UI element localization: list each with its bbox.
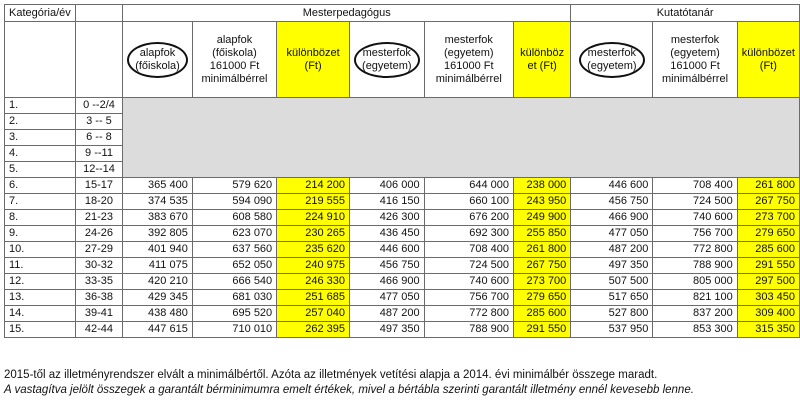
subheader-line: et (Ft) xyxy=(527,59,557,72)
years-cell: 27-29 xyxy=(75,242,122,258)
value-cell: 724 500 xyxy=(424,258,513,274)
subheader-k-diff xyxy=(737,22,799,98)
notes xyxy=(4,368,694,398)
value-cell: 374 535 xyxy=(123,194,193,210)
value-cell: 507 500 xyxy=(571,274,653,290)
category-cell: 6. xyxy=(5,178,76,194)
value-cell: 660 100 xyxy=(424,194,513,210)
category-cell: 12. xyxy=(5,274,76,290)
value-cell: 497 350 xyxy=(350,322,425,338)
value-cell: 594 090 xyxy=(192,194,276,210)
subheader-m-mester xyxy=(350,22,425,98)
value-cell: 267 750 xyxy=(513,258,570,274)
value-cell: 291 550 xyxy=(737,258,799,274)
empty-gray-area xyxy=(123,98,800,178)
table-row xyxy=(5,306,800,322)
value-cell: 517 650 xyxy=(571,290,653,306)
value-cell: 537 950 xyxy=(571,322,653,338)
value-cell: 309 400 xyxy=(737,306,799,322)
value-cell: 285 600 xyxy=(513,306,570,322)
subheader-m-alap xyxy=(123,22,193,98)
value-cell: 477 050 xyxy=(350,290,425,306)
years-cell: 0 --2/4 xyxy=(75,98,122,114)
value-cell: 623 070 xyxy=(192,226,276,242)
value-cell: 756 700 xyxy=(653,226,737,242)
value-cell: 652 050 xyxy=(192,258,276,274)
value-cell: 708 400 xyxy=(424,242,513,258)
value-cell: 257 040 xyxy=(277,306,350,322)
category-cell: 9. xyxy=(5,226,76,242)
value-cell: 708 400 xyxy=(653,178,737,194)
value-cell: 608 580 xyxy=(192,210,276,226)
subheader-k-mester-min xyxy=(653,22,737,98)
value-cell: 240 975 xyxy=(277,258,350,274)
value-cell: 235 620 xyxy=(277,242,350,258)
years-cell: 30-32 xyxy=(75,258,122,274)
value-cell: 710 010 xyxy=(192,322,276,338)
value-cell: 681 030 xyxy=(192,290,276,306)
subheader-line: különböz xyxy=(520,46,565,59)
value-cell: 251 685 xyxy=(277,290,350,306)
value-cell: 692 300 xyxy=(424,226,513,242)
value-cell: 788 900 xyxy=(424,322,513,338)
category-cell: 10. xyxy=(5,242,76,258)
years-cell: 36-38 xyxy=(75,290,122,306)
subheader-line: mesterfok xyxy=(587,46,636,59)
category-cell: 13. xyxy=(5,290,76,306)
years-cell: 12--14 xyxy=(75,162,122,178)
subheader-line: minimálbérrel xyxy=(201,72,268,85)
value-cell: 249 900 xyxy=(513,210,570,226)
value-cell: 853 300 xyxy=(653,322,737,338)
header-kutatotanar: Kutatótanár xyxy=(571,5,800,22)
value-cell: 644 000 xyxy=(424,178,513,194)
value-cell: 466 900 xyxy=(350,274,425,290)
table-row xyxy=(5,322,800,338)
subheader-line: mesterfok xyxy=(362,46,411,59)
subheader-empty-2 xyxy=(75,22,122,98)
value-cell: 527 800 xyxy=(571,306,653,322)
value-cell: 420 210 xyxy=(123,274,193,290)
table-row xyxy=(5,258,800,274)
value-cell: 821 100 xyxy=(653,290,737,306)
years-cell: 33-35 xyxy=(75,274,122,290)
header-empty xyxy=(75,5,122,22)
value-cell: 487 200 xyxy=(571,242,653,258)
category-cell: 3. xyxy=(5,130,76,146)
value-cell: 315 350 xyxy=(737,322,799,338)
value-cell: 429 345 xyxy=(123,290,193,306)
value-cell: 383 670 xyxy=(123,210,193,226)
subheader-m-alap-diff xyxy=(277,22,350,98)
category-cell: 1. xyxy=(5,98,76,114)
value-cell: 805 000 xyxy=(653,274,737,290)
value-cell: 238 000 xyxy=(513,178,570,194)
table-row xyxy=(5,242,800,258)
value-cell: 446 600 xyxy=(571,178,653,194)
value-cell: 261 800 xyxy=(737,178,799,194)
value-cell: 477 050 xyxy=(571,226,653,242)
value-cell: 401 940 xyxy=(123,242,193,258)
value-cell: 788 900 xyxy=(653,258,737,274)
value-cell: 267 750 xyxy=(737,194,799,210)
value-cell: 243 950 xyxy=(513,194,570,210)
value-cell: 262 395 xyxy=(277,322,350,338)
category-cell: 15. xyxy=(5,322,76,338)
subheader-line: (főiskola) xyxy=(212,46,257,59)
category-cell: 2. xyxy=(5,114,76,130)
value-cell: 230 265 xyxy=(277,226,350,242)
years-cell: 15-17 xyxy=(75,178,122,194)
subheader-line: mesterfok xyxy=(444,33,493,46)
value-cell: 740 600 xyxy=(653,210,737,226)
value-cell: 416 150 xyxy=(350,194,425,210)
salary-table xyxy=(4,4,800,338)
years-cell: 18-20 xyxy=(75,194,122,210)
value-cell: 436 450 xyxy=(350,226,425,242)
note-line-2: A vastagítva jelölt összegek a garantált bérminimumra emelt értékek, mivel a bértábla szerinti garantált illetmény ennél kevesebb lenne. xyxy=(4,384,694,396)
subheader-line: 161000 Ft xyxy=(443,59,494,72)
value-cell: 279 650 xyxy=(513,290,570,306)
category-cell: 11. xyxy=(5,258,76,274)
years-cell: 39-41 xyxy=(75,306,122,322)
value-cell: 637 560 xyxy=(192,242,276,258)
header-mesterpedagogus: Mesterpedagógus xyxy=(123,5,571,22)
subheader-line: alapfok xyxy=(216,33,253,46)
value-cell: 438 480 xyxy=(123,306,193,322)
subheader-line: (Ft) xyxy=(759,59,777,72)
category-cell: 14. xyxy=(5,306,76,322)
table-row xyxy=(5,274,800,290)
years-cell: 42-44 xyxy=(75,322,122,338)
value-cell: 497 350 xyxy=(571,258,653,274)
value-cell: 447 615 xyxy=(123,322,193,338)
value-cell: 392 805 xyxy=(123,226,193,242)
subheader-line: (egyetem) xyxy=(670,46,720,59)
subheader-line: (Ft) xyxy=(304,59,322,72)
table-row xyxy=(5,210,800,226)
value-cell: 365 400 xyxy=(123,178,193,194)
value-cell: 426 300 xyxy=(350,210,425,226)
category-cell: 8. xyxy=(5,210,76,226)
value-cell: 273 700 xyxy=(513,274,570,290)
value-cell: 676 200 xyxy=(424,210,513,226)
subheader-k-mester xyxy=(571,22,653,98)
value-cell: 406 000 xyxy=(350,178,425,194)
value-cell: 279 650 xyxy=(737,226,799,242)
category-cell: 5. xyxy=(5,162,76,178)
value-cell: 297 500 xyxy=(737,274,799,290)
header-kategoria: Kategória/év xyxy=(5,5,76,22)
value-cell: 756 700 xyxy=(424,290,513,306)
value-cell: 772 800 xyxy=(424,306,513,322)
table-row xyxy=(5,98,800,114)
subheader-line: (egyetem) xyxy=(587,59,637,72)
value-cell: 285 600 xyxy=(737,242,799,258)
value-cell: 456 750 xyxy=(350,258,425,274)
value-cell: 695 520 xyxy=(192,306,276,322)
value-cell: 303 450 xyxy=(737,290,799,306)
value-cell: 246 330 xyxy=(277,274,350,290)
subheader-m-mester-min xyxy=(424,22,513,98)
years-cell: 24-26 xyxy=(75,226,122,242)
value-cell: 740 600 xyxy=(424,274,513,290)
table-row xyxy=(5,290,800,306)
table-row xyxy=(5,178,800,194)
value-cell: 219 555 xyxy=(277,194,350,210)
subheader-m-alap-min xyxy=(192,22,276,98)
value-cell: 255 850 xyxy=(513,226,570,242)
value-cell: 261 800 xyxy=(513,242,570,258)
subheader-line: minimálbérrel xyxy=(662,72,729,85)
value-cell: 724 500 xyxy=(653,194,737,210)
value-cell: 456 750 xyxy=(571,194,653,210)
subheader-line: (főiskola) xyxy=(135,59,180,72)
table-row xyxy=(5,226,800,242)
subheader-line: különbözet xyxy=(286,46,340,59)
subheader-line: különbözet xyxy=(741,46,795,59)
subheader-empty-1 xyxy=(5,22,76,98)
subheader-line: alapfok xyxy=(139,46,176,59)
value-cell: 224 910 xyxy=(277,210,350,226)
category-cell: 4. xyxy=(5,146,76,162)
years-cell: 3 -- 5 xyxy=(75,114,122,130)
value-cell: 214 200 xyxy=(277,178,350,194)
subheader-line: mesterfok xyxy=(670,33,720,46)
value-cell: 666 540 xyxy=(192,274,276,290)
value-cell: 411 075 xyxy=(123,258,193,274)
note-line-1: 2015-től az illetményrendszer elvált a minimálbértől. Azóta az illetmények vetítési alapja a 2014. évi minimálbér összege maradt. xyxy=(4,369,658,381)
subheader-line: (egyetem) xyxy=(444,46,494,59)
subheader-line: (egyetem) xyxy=(362,59,412,72)
value-cell: 466 900 xyxy=(571,210,653,226)
years-cell: 9 --11 xyxy=(75,146,122,162)
value-cell: 273 700 xyxy=(737,210,799,226)
value-cell: 837 200 xyxy=(653,306,737,322)
subheader-line: 161000 Ft xyxy=(670,59,720,72)
category-cell: 7. xyxy=(5,194,76,210)
value-cell: 446 600 xyxy=(350,242,425,258)
years-cell: 21-23 xyxy=(75,210,122,226)
value-cell: 291 550 xyxy=(513,322,570,338)
value-cell: 487 200 xyxy=(350,306,425,322)
years-cell: 6 -- 8 xyxy=(75,130,122,146)
subheader-m-mester-diff xyxy=(513,22,570,98)
subheader-line: minimálbérrel xyxy=(435,72,502,85)
value-cell: 772 800 xyxy=(653,242,737,258)
table-row xyxy=(5,194,800,210)
value-cell: 579 620 xyxy=(192,178,276,194)
subheader-line: 161000 Ft xyxy=(209,59,260,72)
